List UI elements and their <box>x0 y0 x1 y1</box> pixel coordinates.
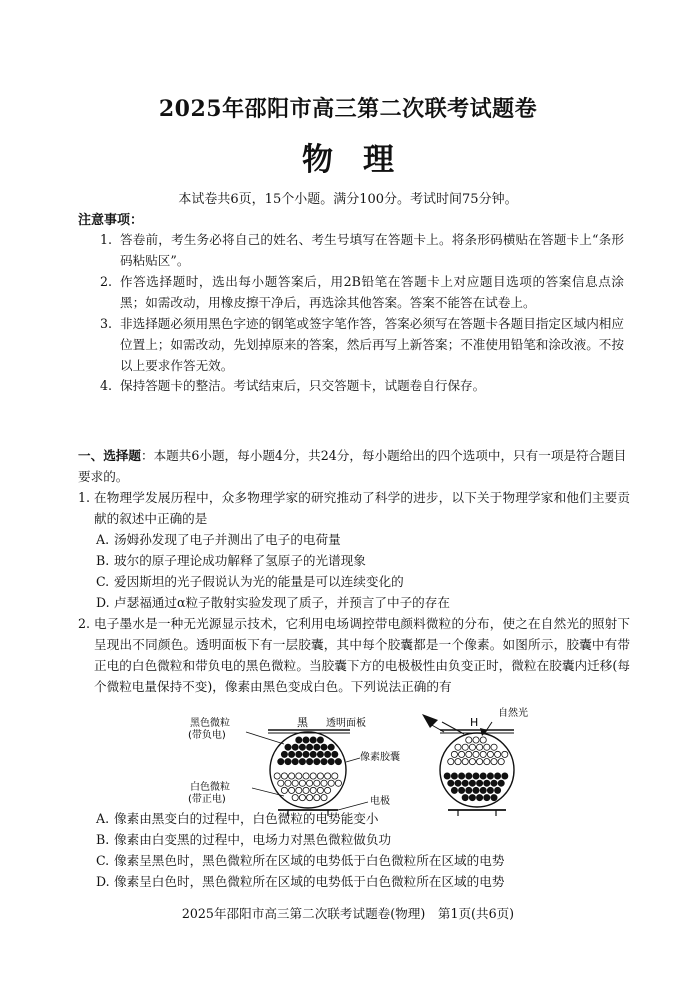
black-particle <box>296 737 302 743</box>
black-particle <box>451 773 457 779</box>
white-particles <box>448 737 508 765</box>
black-particle <box>459 773 465 779</box>
eye-icon <box>422 714 438 728</box>
capsule-black-state <box>246 730 368 816</box>
notice-item-text: 作答选择题时，选出每小题答案后，用2B铅笔在答题卡上对应题目选项的答案信息点涂黑；如需改动，用橡皮擦干净后，再选涂其他答案。答案不能答在试卷上。 <box>120 274 624 310</box>
white-particle <box>325 773 331 779</box>
white-particle <box>448 759 454 765</box>
white-particle <box>477 744 483 750</box>
option-text: 爱因斯坦的光子假说认为光的能量是可以连续变化的 <box>114 574 404 589</box>
notice-item-number: 3. <box>100 316 113 331</box>
question-number: 2. <box>78 616 91 631</box>
white-particle <box>303 787 309 793</box>
black-particle <box>480 787 486 793</box>
black-particle <box>462 780 468 786</box>
white-particle <box>469 759 475 765</box>
black-particle <box>307 744 313 750</box>
option-text: 像素呈白色时，黑色微粒所在区域的电势低于白色微粒所在区域的电势 <box>114 874 505 889</box>
black-particle <box>299 759 305 765</box>
section-label: 一、选择题 <box>78 448 141 463</box>
black-particle <box>487 773 493 779</box>
white-particle <box>473 737 479 743</box>
white-particle <box>307 780 313 786</box>
white-particle <box>274 773 280 779</box>
white-particle <box>278 780 284 786</box>
section-heading <box>78 445 628 487</box>
black-particle <box>477 795 483 801</box>
option-label: D. <box>96 874 110 889</box>
black-particle <box>480 773 486 779</box>
option-label: A. <box>96 811 110 826</box>
black-particle <box>484 780 490 786</box>
question-text: 电子墨水是一种无光源显示技术，它利用电场调控带电颜料微粒的分布，使之在自然光的照射下呈现出不同颜色。透明面板下有一层胶囊，其中每个胶囊都是一个像素。如图所示，胶囊中有带正电的白色微粒和带负电的黑色微粒。当胶囊下方的电极极性由负变正时，微粒在胶囊内迁移(每个微粒电量保持不变)，像素由黑色变成白色。下列说法正确的有 <box>94 616 630 694</box>
white-particle <box>451 751 457 757</box>
white-particle <box>462 759 468 765</box>
white-particle <box>314 780 320 786</box>
light-label: 自然光 <box>498 708 528 719</box>
option-text: 汤姆孙发现了电子并测出了电子的电荷量 <box>114 532 341 547</box>
black-particle <box>477 780 483 786</box>
option-label: D. <box>96 595 110 610</box>
question-2-option-d <box>96 871 504 892</box>
white-particle <box>281 773 287 779</box>
white-particle <box>491 744 497 750</box>
section-text: ：本题共6小题，每小题4分，共24分，每小题给出的四个选项中，只有一项是符合题目要求的。 <box>78 448 627 484</box>
white-particle <box>321 780 327 786</box>
black-particle <box>314 744 320 750</box>
black-particle <box>495 773 501 779</box>
option-label: C. <box>96 853 110 868</box>
white-particle <box>325 787 331 793</box>
option-text: 像素由黑变白的过程中，白色微粒的电势能变小 <box>114 811 379 826</box>
electrode-label: 电极 <box>370 796 390 807</box>
black-particle <box>328 759 334 765</box>
right-top-label: H <box>470 716 479 729</box>
panel-label: 透明面板 <box>326 718 366 729</box>
notice-item <box>100 229 624 271</box>
black-particle <box>466 773 472 779</box>
question-2-option-a <box>96 808 378 829</box>
white-particle <box>321 795 327 801</box>
black-particle-charge: (带负电) <box>188 730 226 741</box>
black-particle <box>473 773 479 779</box>
white-particle <box>502 751 508 757</box>
black-particle <box>502 773 508 779</box>
white-particle <box>480 751 486 757</box>
white-particle <box>310 787 316 793</box>
notice-heading: 注意事项： <box>78 213 144 228</box>
black-particle <box>278 759 284 765</box>
option-label: A. <box>96 532 110 547</box>
white-particle <box>477 759 483 765</box>
white-particle <box>462 744 468 750</box>
notice-item-text: 答卷前，考生务必将自己的姓名、考生号填写在答题卡上。将条形码横贴在答题卡上“条形码粘贴区”。 <box>120 232 624 268</box>
black-particle <box>491 780 497 786</box>
black-particle <box>317 737 323 743</box>
white-particle <box>317 787 323 793</box>
black-particle <box>473 787 479 793</box>
white-particle <box>495 751 501 757</box>
exam-title: 2025年邵阳市高三第二次联考试题卷 <box>158 96 538 122</box>
black-particle <box>462 795 468 801</box>
black-particle <box>292 744 298 750</box>
option-text: 玻尔的原子理论成功解释了氢原子的光谱现象 <box>114 553 366 568</box>
black-particle <box>285 759 291 765</box>
black-particle <box>469 780 475 786</box>
black-particle <box>332 751 338 757</box>
black-particle <box>484 795 490 801</box>
black-particles <box>444 773 508 801</box>
white-particle <box>289 787 295 793</box>
subject-title: 物理 <box>302 142 424 178</box>
white-particle <box>299 795 305 801</box>
notice-item <box>100 375 624 396</box>
white-particle <box>296 787 302 793</box>
white-particle <box>289 773 295 779</box>
black-particle <box>469 795 475 801</box>
black-particle <box>299 744 305 750</box>
white-particle <box>487 751 493 757</box>
notice-item-number: 1. <box>100 232 113 247</box>
black-particle <box>281 751 287 757</box>
black-particle <box>444 773 450 779</box>
black-particle <box>296 751 302 757</box>
white-particle <box>292 795 298 801</box>
white-particle <box>459 751 465 757</box>
black-particle <box>292 759 298 765</box>
option-text: 卢瑟福通过α粒子散射实验发现了质子，并预言了中子的存在 <box>114 595 450 610</box>
question-2-option-b <box>96 829 391 850</box>
white-particle <box>292 780 298 786</box>
white-particle <box>473 751 479 757</box>
question-1-stem <box>78 487 630 529</box>
black-particle <box>317 751 323 757</box>
question-number: 1. <box>78 490 91 505</box>
question-2-option-c <box>96 850 504 871</box>
notice-item <box>100 313 624 376</box>
white-particle <box>480 737 486 743</box>
black-particle <box>310 737 316 743</box>
white-particle <box>317 773 323 779</box>
capsule-white-state <box>422 714 514 816</box>
question-text: 在物理学发展历程中，众多物理学家的研究推动了科学的进步，以下关于物理学家和他们主要贡献的叙述中正确的是 <box>94 490 630 526</box>
white-particle <box>281 787 287 793</box>
option-label: B. <box>96 553 110 568</box>
white-particle <box>466 737 472 743</box>
white-particles <box>274 773 341 801</box>
option-text: 像素呈黑色时，黑色微粒所在区域的电势低于白色微粒所在区域的电势 <box>114 853 505 868</box>
black-particle <box>487 787 493 793</box>
black-particle <box>307 759 313 765</box>
black-particle <box>303 751 309 757</box>
black-particle <box>285 744 291 750</box>
black-particle-label: 黑色微粒 <box>190 718 230 729</box>
black-particle <box>498 780 504 786</box>
white-particle <box>466 751 472 757</box>
black-particle <box>455 780 461 786</box>
white-particle <box>491 759 497 765</box>
white-particle <box>299 780 305 786</box>
black-particle <box>321 759 327 765</box>
white-particle-label: 白色微粒 <box>190 782 230 793</box>
white-particle <box>303 773 309 779</box>
white-particle <box>455 744 461 750</box>
question-2-stem <box>78 613 630 697</box>
black-particle <box>321 744 327 750</box>
black-particle <box>314 759 320 765</box>
black-particle <box>459 787 465 793</box>
option-text: 像素由白变黑的过程中，电场力对黑色微粒做负功 <box>114 832 392 847</box>
white-particle <box>455 759 461 765</box>
notice-item-text: 保持答题卡的整洁。考试结束后，只交答题卡，试题卷自行保存。 <box>120 378 486 393</box>
black-particle <box>491 795 497 801</box>
black-particle <box>335 759 341 765</box>
question-1-option-c <box>96 571 404 592</box>
white-particle <box>285 780 291 786</box>
notice-item <box>100 271 624 313</box>
black-particle <box>303 737 309 743</box>
white-particle <box>296 773 302 779</box>
question-1-option-b <box>96 550 366 571</box>
question-1-option-a <box>96 529 341 550</box>
notice-item-text: 非选择题必须用黑色字迹的钢笔或签字笔作答，答案必须写在答题卡各题目指定区域内相应位置上；如需改动，先划掉原来的答案，然后再写上新答案；不准使用铅笔和涂改液。不按以上要求作答无效。 <box>120 316 624 373</box>
white-particle <box>310 773 316 779</box>
option-label: B. <box>96 832 110 847</box>
white-particle <box>307 795 313 801</box>
exam-info: 本试卷共6页，15个小题。满分100分。考试时间75分钟。 <box>178 192 518 207</box>
black-particle <box>328 744 334 750</box>
white-particle <box>498 759 504 765</box>
capsule-label: 像素胶囊 <box>360 752 400 763</box>
question-1-option-d <box>96 592 450 613</box>
black-particle <box>451 787 457 793</box>
black-particle <box>495 787 501 793</box>
white-particle <box>314 795 320 801</box>
option-label: C. <box>96 574 110 589</box>
black-particle <box>310 751 316 757</box>
notice-item-number: 2. <box>100 274 113 289</box>
black-particle <box>466 787 472 793</box>
black-particle <box>289 751 295 757</box>
white-particle <box>332 773 338 779</box>
white-particle <box>469 744 475 750</box>
top-label: 黑 <box>297 716 308 729</box>
white-particle <box>328 780 334 786</box>
page-footer: 2025年邵阳市高三第二次联考试题卷(物理) 第1页(共6页) <box>181 906 515 921</box>
notice-item-number: 4. <box>100 378 113 393</box>
white-particle-charge: (带正电) <box>188 794 226 805</box>
black-particle <box>325 751 331 757</box>
white-particle <box>484 744 490 750</box>
white-particle <box>335 780 341 786</box>
black-particle <box>448 780 454 786</box>
white-particle <box>484 759 490 765</box>
